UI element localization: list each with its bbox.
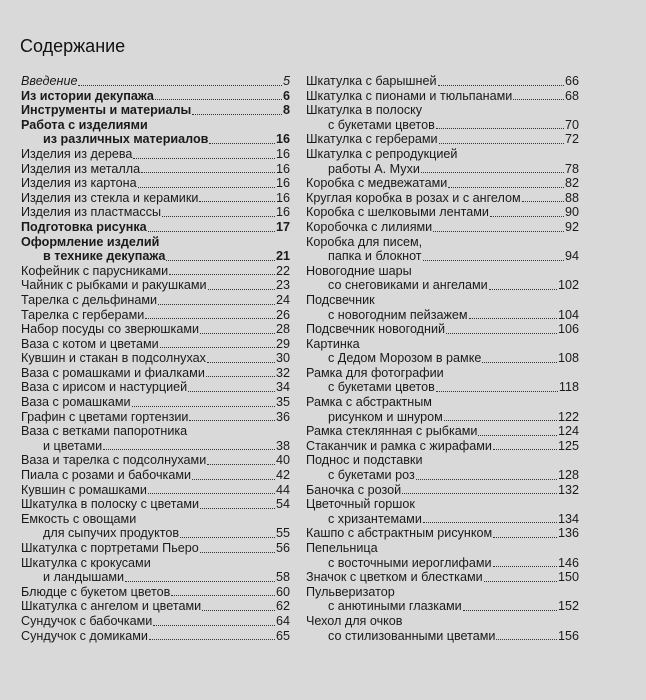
dot-leader xyxy=(522,201,564,202)
dot-leader xyxy=(171,595,275,596)
toc-entry xyxy=(306,337,579,366)
page-number: 82 xyxy=(564,176,579,191)
entry-title: Из истории декупажа xyxy=(21,88,154,103)
page-number: 42 xyxy=(275,468,290,483)
entry-title: Подготовка рисунка xyxy=(21,219,147,234)
toc-entry xyxy=(21,541,290,556)
toc-entry xyxy=(21,424,290,453)
toc-entry xyxy=(21,191,290,206)
entry-title: Ваза и тарелка с подсолнухами xyxy=(21,453,207,468)
entry-title: Рамка для фотографии xyxy=(306,365,444,380)
toc-column-right xyxy=(306,74,579,643)
entry-title: Шкатулка с герберами xyxy=(306,132,438,147)
entry-title: Новогодние шары xyxy=(306,263,412,278)
dot-leader xyxy=(482,362,557,363)
toc-entry xyxy=(306,191,579,206)
dot-leader xyxy=(192,114,282,115)
entry-title: Кофейник с парусниками xyxy=(21,263,169,278)
entry-title: Пульверизатор xyxy=(306,584,395,599)
dot-leader xyxy=(200,552,275,553)
dot-leader xyxy=(490,216,564,217)
page-number: 134 xyxy=(557,511,579,526)
dot-leader xyxy=(433,231,564,232)
entry-title: Тарелка с дельфинами xyxy=(21,292,158,307)
entry-title: и ландышами xyxy=(43,570,125,585)
entry-title: Изделия из пластмассы xyxy=(21,205,162,220)
dot-leader xyxy=(493,537,557,538)
entry-title: Поднос и подставки xyxy=(306,453,423,468)
entry-title: Рамка стеклянная с рыбками xyxy=(306,424,478,439)
toc-entry xyxy=(21,89,290,104)
dot-leader xyxy=(436,391,558,392)
entry-title: Ваза с ромашками и фиалками xyxy=(21,365,205,380)
entry-title: Шкатулка в полоску xyxy=(306,103,423,118)
dot-leader xyxy=(496,639,557,640)
dot-leader xyxy=(446,333,557,334)
dot-leader xyxy=(149,639,275,640)
toc-entry xyxy=(21,322,290,337)
toc-entry xyxy=(21,629,290,644)
page-number: 29 xyxy=(275,336,290,351)
page-number: 21 xyxy=(275,249,290,264)
toc-entry xyxy=(21,395,290,410)
page-number: 34 xyxy=(275,380,290,395)
toc-entry xyxy=(21,220,290,235)
page-number: 64 xyxy=(275,613,290,628)
dot-leader xyxy=(423,260,564,261)
entry-title: Сундучок с домиками xyxy=(21,628,148,643)
page-number: 88 xyxy=(564,190,579,205)
page-number: 90 xyxy=(564,205,579,220)
page-number: 128 xyxy=(557,468,579,483)
toc-entry xyxy=(21,497,290,512)
page-number: 125 xyxy=(557,438,579,453)
toc-entry xyxy=(306,132,579,147)
page-number: 68 xyxy=(564,88,579,103)
page-number: 106 xyxy=(557,322,579,337)
page-number: 40 xyxy=(275,453,290,468)
toc-entry xyxy=(21,453,290,468)
entry-title: Шкатулка с портретами Пьеро xyxy=(21,541,199,555)
toc-entry xyxy=(21,351,290,366)
page-number: 56 xyxy=(275,541,290,555)
page-number: 146 xyxy=(557,555,579,570)
dot-leader xyxy=(155,99,282,100)
page-number: 16 xyxy=(275,146,290,161)
toc-entry xyxy=(21,337,290,352)
dot-leader xyxy=(209,143,275,144)
toc-entry xyxy=(306,366,579,395)
toc-entry xyxy=(21,264,290,279)
page-number: 156 xyxy=(557,628,579,643)
dot-leader xyxy=(448,187,564,188)
page-number: 132 xyxy=(557,482,579,497)
dot-leader xyxy=(438,85,564,86)
page-number: 150 xyxy=(557,570,579,585)
page-number: 28 xyxy=(275,322,290,337)
entry-title: Инструменты и материалы xyxy=(21,103,192,118)
entry-title: для сыпучих продуктов xyxy=(43,526,180,541)
page-number: 94 xyxy=(564,249,579,264)
toc-entry xyxy=(21,599,290,614)
dot-leader xyxy=(469,318,557,319)
dot-leader xyxy=(493,449,557,450)
dot-leader xyxy=(133,158,275,159)
page-number: 72 xyxy=(564,132,579,147)
dot-leader xyxy=(484,581,557,582)
page-number: 24 xyxy=(275,292,290,307)
page-number: 108 xyxy=(557,351,579,366)
entry-title: Кашпо с абстрактным рисунком xyxy=(306,526,493,541)
page-number: 44 xyxy=(275,482,290,497)
entry-title: Работа с изделиями xyxy=(21,117,148,132)
page-number: 70 xyxy=(564,117,579,132)
entry-title: работы А. Мухи xyxy=(328,161,420,176)
entry-title: Коробка с медвежатами xyxy=(306,176,448,191)
entry-title: Чайник с рыбками и ракушками xyxy=(21,278,207,293)
page-number: 92 xyxy=(564,219,579,234)
dot-leader xyxy=(207,464,275,465)
toc-entry xyxy=(306,439,579,454)
entry-title: Коробка для писем, xyxy=(306,234,423,249)
dot-leader xyxy=(436,128,564,129)
dot-leader xyxy=(192,479,275,480)
dot-leader xyxy=(162,216,275,217)
entry-title: Графин с цветами гортензии xyxy=(21,409,189,424)
entry-title: со снеговиками и ангелами xyxy=(328,278,488,293)
toc-entry xyxy=(306,570,579,585)
entry-title: Тарелка с герберами xyxy=(21,307,145,322)
page-number: 65 xyxy=(275,628,290,643)
page-number: 22 xyxy=(275,263,290,278)
toc-entry xyxy=(306,526,579,541)
toc-entry xyxy=(21,205,290,220)
toc-entry xyxy=(21,162,290,177)
entry-title: Шкатулка с крокусами xyxy=(21,555,151,570)
dot-leader xyxy=(478,435,557,436)
toc-entry xyxy=(21,366,290,381)
page-number: 6 xyxy=(282,88,290,103)
page-number: 124 xyxy=(557,424,579,439)
entry-title: Пиала с розами и бабочками xyxy=(21,468,192,483)
dot-leader xyxy=(206,376,275,377)
dot-leader xyxy=(207,362,275,363)
dot-leader xyxy=(200,508,275,509)
entry-title: и цветами xyxy=(43,438,103,453)
page-number: 8 xyxy=(282,103,290,118)
entry-title: Емкость с овощами xyxy=(21,511,137,526)
entry-title: Шкатулка в полоску с цветами xyxy=(21,497,200,512)
entry-title: папка и блокнот xyxy=(328,249,422,264)
entry-title: с букетами роз xyxy=(328,468,415,483)
toc-entry xyxy=(306,453,579,482)
page-number: 58 xyxy=(275,570,290,585)
dot-leader xyxy=(132,406,275,407)
toc-entry xyxy=(306,497,579,526)
toc-entry xyxy=(306,74,579,89)
toc-entry xyxy=(306,264,579,293)
toc-entry xyxy=(306,483,579,498)
page-number: 16 xyxy=(275,161,290,176)
dot-leader xyxy=(421,172,564,173)
dot-leader xyxy=(169,274,275,275)
toc-entry xyxy=(21,556,290,585)
toc-entry xyxy=(21,410,290,425)
toc-entry xyxy=(21,585,290,600)
page-number: 16 xyxy=(275,190,290,205)
entry-title: Цветочный горшок xyxy=(306,497,415,512)
toc-entry xyxy=(21,103,290,118)
entry-title: Подсвечник новогодний xyxy=(306,322,446,337)
entry-title: Изделия из металла xyxy=(21,161,141,176)
toc-entry xyxy=(21,380,290,395)
page-number: 38 xyxy=(275,438,290,453)
dot-leader xyxy=(402,493,557,494)
toc-entry xyxy=(306,541,579,570)
page-number: 17 xyxy=(275,219,290,234)
entry-title: Пепельница xyxy=(306,541,378,555)
page-number: 60 xyxy=(275,584,290,599)
toc-entry xyxy=(306,103,579,132)
dot-leader xyxy=(158,304,275,305)
toc-entry xyxy=(306,293,579,322)
page-number: 118 xyxy=(558,380,579,395)
dot-leader xyxy=(78,85,282,86)
toc-entry xyxy=(21,308,290,323)
entry-title: Баночка с розой xyxy=(306,482,402,497)
entry-title: Ваза с ирисом и настурцией xyxy=(21,380,188,395)
entry-title: Набор посуды со зверюшками xyxy=(21,322,200,337)
dot-leader xyxy=(153,625,275,626)
toc-entry xyxy=(21,293,290,308)
dot-leader xyxy=(444,420,557,421)
entry-title: Кувшин с ромашками xyxy=(21,482,147,497)
toc-column-left xyxy=(21,74,290,643)
page-number: 32 xyxy=(275,365,290,380)
entry-title: Рамка с абстрактным xyxy=(306,395,432,410)
dot-leader xyxy=(200,333,275,334)
toc-entry xyxy=(21,278,290,293)
dot-leader xyxy=(148,231,275,232)
dot-leader xyxy=(202,610,275,611)
dot-leader xyxy=(208,289,275,290)
dot-leader xyxy=(416,479,557,480)
toc-entry xyxy=(21,235,290,264)
entry-title: с анютиными глазками xyxy=(328,599,462,614)
toc-entry xyxy=(21,147,290,162)
entry-title: Изделия из стекла и керамики xyxy=(21,190,199,205)
entry-title: Коробочка с лилиями xyxy=(306,219,433,234)
dot-leader xyxy=(103,449,275,450)
dot-leader xyxy=(463,610,557,611)
entry-title: рисунком и шнуром xyxy=(328,409,443,424)
entry-title: Подсвечник xyxy=(306,292,375,307)
page-number: 35 xyxy=(275,395,290,410)
page-number: 122 xyxy=(557,409,579,424)
entry-title: Блюдце с букетом цветов xyxy=(21,584,171,599)
page-number: 66 xyxy=(564,74,579,88)
entry-title: Стаканчик и рамка с жирафами xyxy=(306,438,492,453)
toc-entry xyxy=(21,468,290,483)
page-number: 62 xyxy=(275,599,290,614)
page-number: 55 xyxy=(275,526,290,541)
toc-entry xyxy=(21,614,290,629)
toc-entry xyxy=(21,176,290,191)
entry-title: Картинка xyxy=(306,336,360,351)
page-number: 78 xyxy=(564,161,579,176)
entry-title: с букетами цветов xyxy=(328,380,435,395)
toc-entry xyxy=(306,220,579,235)
page-number: 104 xyxy=(557,307,579,322)
entry-title: Круглая коробка в розах и с ангелом xyxy=(306,190,521,205)
dot-leader xyxy=(189,420,275,421)
entry-title: с новогодним пейзажем xyxy=(328,307,468,322)
entry-title: Шкатулка с пионами и тюльпанами xyxy=(306,88,513,103)
dot-leader xyxy=(423,522,557,523)
toc-entry xyxy=(306,147,579,176)
toc-entry xyxy=(21,512,290,541)
entry-title: Ваза с ромашками xyxy=(21,395,131,410)
page-number: 5 xyxy=(282,74,290,88)
entry-title: из различных материалов xyxy=(43,132,209,147)
entry-title: в технике декупажа xyxy=(43,249,166,264)
entry-title: Шкатулка с ангелом и цветами xyxy=(21,599,202,614)
dot-leader xyxy=(148,493,275,494)
page-number: 152 xyxy=(557,599,579,614)
page-number: 16 xyxy=(275,176,290,191)
entry-title: с Дедом Морозом в рамке xyxy=(328,351,482,366)
dot-leader xyxy=(138,187,275,188)
entry-title: Шкатулка с репродукцией xyxy=(306,146,458,161)
toc-entry xyxy=(306,614,579,643)
entry-title: Оформление изделий xyxy=(21,234,160,249)
dot-leader xyxy=(199,201,275,202)
toc-entry xyxy=(21,483,290,498)
dot-leader xyxy=(180,537,275,538)
page-number: 16 xyxy=(275,205,290,220)
toc-entry xyxy=(306,395,579,424)
dot-leader xyxy=(513,99,564,100)
entry-title: Коробка с шелковыми лентами xyxy=(306,205,489,220)
toc-entry xyxy=(306,205,579,220)
entry-title: Кувшин и стакан в подсолнухах xyxy=(21,351,206,366)
entry-title: Ваза с ветками папоротника xyxy=(21,424,188,439)
entry-title: Изделия из картона xyxy=(21,176,137,191)
dot-leader xyxy=(145,318,275,319)
dot-leader xyxy=(489,289,557,290)
dot-leader xyxy=(125,581,275,582)
dot-leader xyxy=(166,260,275,261)
page-number: 16 xyxy=(275,132,290,147)
entry-title: Значок с цветком и блестками xyxy=(306,570,483,585)
entry-title: Введение xyxy=(21,74,78,88)
entry-title: Изделия из дерева xyxy=(21,146,133,161)
entry-title: со стилизованными цветами xyxy=(328,628,496,643)
page-number: 102 xyxy=(557,278,579,293)
page-number: 26 xyxy=(275,307,290,322)
entry-title: с восточными иероглифами xyxy=(328,555,492,570)
entry-title: Ваза с котом и цветами xyxy=(21,336,159,351)
toc-entry xyxy=(21,74,290,89)
toc-entry xyxy=(306,585,579,614)
entry-title: Сундучок с бабочками xyxy=(21,613,153,628)
dot-leader xyxy=(493,566,557,567)
page-number: 30 xyxy=(275,351,290,366)
dot-leader xyxy=(160,347,275,348)
toc-entry xyxy=(306,235,579,264)
entry-title: с букетами цветов xyxy=(328,117,435,132)
dot-leader xyxy=(439,143,564,144)
toc-entry xyxy=(21,118,290,147)
page-title: Содержание xyxy=(20,36,126,56)
toc-entry xyxy=(306,89,579,104)
dot-leader xyxy=(141,172,275,173)
entry-title: с хризантемами xyxy=(328,511,422,526)
entry-title: Шкатулка с барышней xyxy=(306,74,437,88)
toc-entry xyxy=(306,176,579,191)
entry-title: Чехол для очков xyxy=(306,613,403,628)
toc-entry xyxy=(306,424,579,439)
page-number: 36 xyxy=(275,409,290,424)
toc-entry xyxy=(306,322,579,337)
page-number: 23 xyxy=(275,278,290,293)
dot-leader xyxy=(188,391,275,392)
page-number: 136 xyxy=(557,526,579,541)
page-number: 54 xyxy=(275,497,290,512)
